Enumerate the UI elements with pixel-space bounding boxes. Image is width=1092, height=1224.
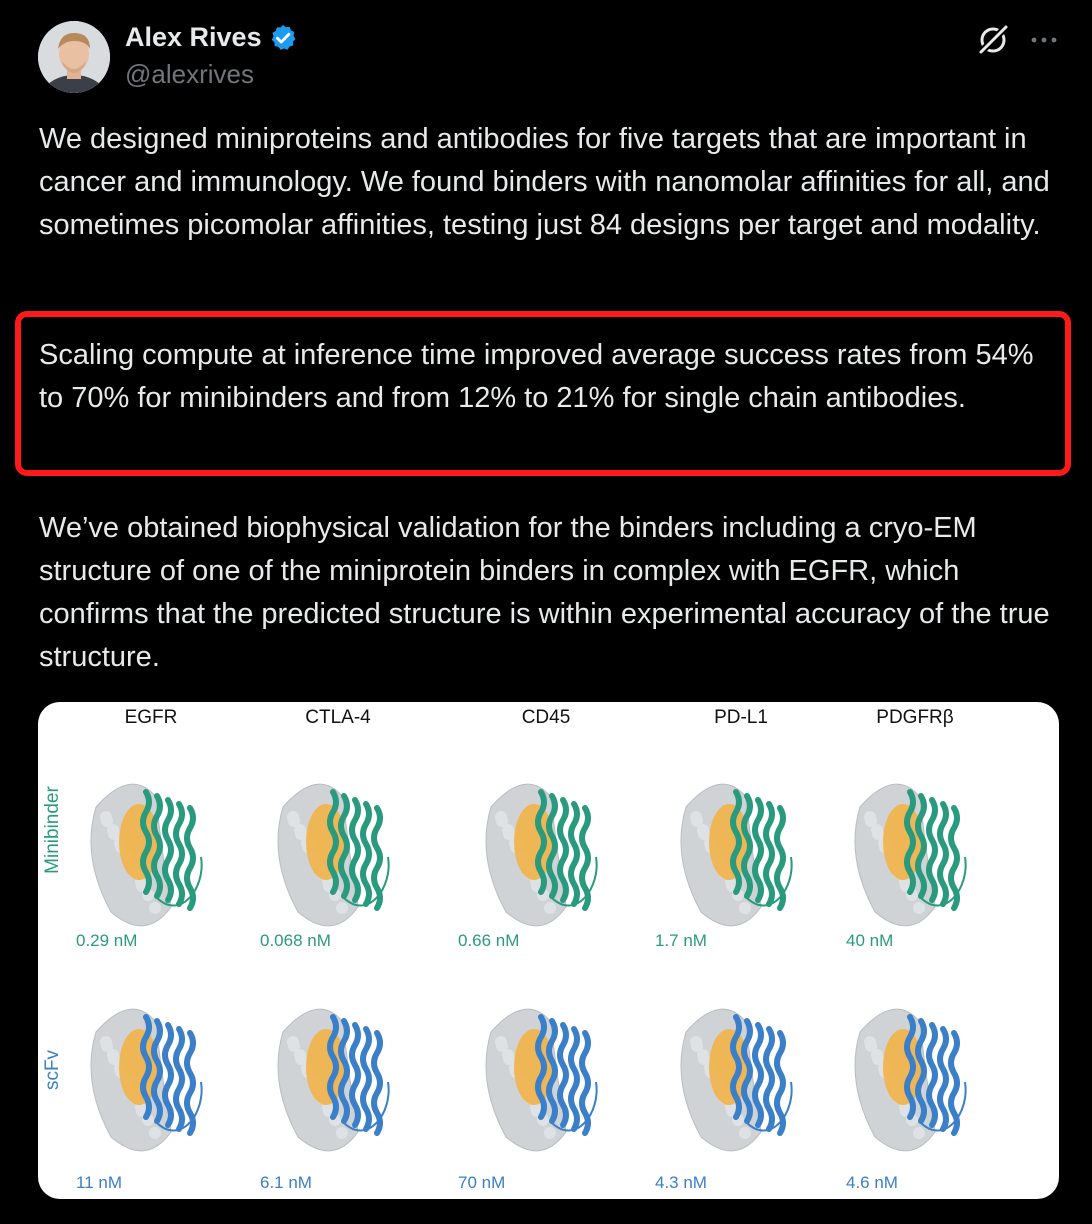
surface-bump [496, 1040, 508, 1052]
row-label: scFv [42, 1049, 63, 1091]
author-name[interactable]: Alex Rives [125, 22, 262, 52]
surface-bump [913, 902, 925, 914]
surface-bump [698, 1053, 710, 1065]
binder-helix [187, 1033, 193, 1133]
post-paragraph: We’ve obtained biophysical validation for the binders including a cryo-EM structure of one of the miniprotein binders in complex with EGFR, which confirms that the predicted structure is within experimental accuracy of the true structure. [39, 512, 1050, 673]
post-paragraph-highlighted: Scaling compute at inference time improved average success rates from 54% to 70% for minibinders and from 12% to 21% for single chain antibodies. [39, 339, 1034, 414]
structure-render [486, 1009, 597, 1151]
structure-render [91, 1009, 202, 1151]
structure-render [278, 1009, 389, 1151]
affinity-label: 4.6 nM [846, 1173, 898, 1192]
affinity-label: 4.3 nM [655, 1173, 707, 1192]
structure-render [91, 784, 202, 926]
post-image-figure[interactable] [38, 702, 1059, 1199]
affinity-label: 40 nM [846, 931, 894, 950]
affinity-label: 0.29 nM [76, 931, 138, 950]
surface-bump [149, 902, 161, 914]
affinity-label: 0.66 nM [458, 931, 520, 950]
surface-bump [503, 828, 515, 840]
surface-bump [295, 828, 307, 840]
binder-helix [187, 808, 193, 908]
affinity-label: 11 nM [76, 1173, 122, 1192]
binder-helix [363, 804, 369, 904]
surface-bump [288, 1040, 300, 1052]
binder-helix [571, 1029, 577, 1129]
structure-render [486, 784, 597, 926]
binder-helix [766, 804, 772, 904]
target-label: CTLA-4 [305, 707, 371, 728]
surface-bump [872, 1053, 884, 1065]
binder-helix [582, 1033, 588, 1133]
surface-bump [865, 815, 877, 827]
binder-helix [766, 1029, 772, 1129]
protein-structure-figure [38, 702, 1059, 1199]
surface-bump [108, 1053, 120, 1065]
binder-helix [374, 1033, 380, 1133]
surface-bump [913, 1127, 925, 1139]
more-options-icon[interactable] [1028, 24, 1060, 56]
affinity-label: 0.068 nM [260, 931, 331, 950]
post-header [0, 0, 1092, 100]
binder-helix [571, 804, 577, 904]
row-label: Minibinder [42, 786, 63, 874]
verified-badge-icon[interactable] [268, 23, 298, 53]
surface-bump [336, 902, 348, 914]
surface-bump [101, 1040, 113, 1052]
binder-helix [374, 808, 380, 908]
binder-helix [951, 808, 957, 908]
surface-bump [872, 828, 884, 840]
binder-helix [176, 804, 182, 904]
surface-bump [496, 815, 508, 827]
structure-render [681, 1009, 792, 1151]
binder-helix [940, 1029, 946, 1129]
surface-bump [544, 1127, 556, 1139]
affinity-label: 1.7 nM [655, 931, 707, 950]
surface-bump [108, 828, 120, 840]
target-label: PDGFRβ [876, 707, 954, 728]
target-label: CD45 [521, 707, 571, 728]
binder-helix [940, 804, 946, 904]
affinity-label: 6.1 nM [260, 1173, 312, 1192]
post-paragraph: We designed miniproteins and antibodies for five targets that are important in cancer and immunology. We found binders with nanomolar affinities for all, and sometimes picomolar affinities, testing just 84 designs per target and modality. [39, 123, 1050, 241]
author-handle[interactable]: @alexrives [125, 59, 254, 89]
target-label: PD-L1 [714, 707, 768, 728]
surface-bump [336, 1127, 348, 1139]
surface-bump [698, 828, 710, 840]
structure-render [855, 784, 966, 926]
binder-helix [363, 1029, 369, 1129]
target-label: EGFR [124, 707, 178, 728]
surface-bump [739, 902, 751, 914]
surface-bump [503, 1053, 515, 1065]
binder-helix [582, 808, 588, 908]
surface-bump [739, 1127, 751, 1139]
structure-render [278, 784, 389, 926]
binder-helix [951, 1033, 957, 1133]
structure-render [855, 1009, 966, 1151]
binder-helix [777, 1033, 783, 1133]
surface-bump [544, 902, 556, 914]
surface-bump [288, 815, 300, 827]
avatar[interactable] [38, 21, 110, 93]
surface-bump [691, 1040, 703, 1052]
binder-helix [176, 1029, 182, 1129]
surface-bump [691, 815, 703, 827]
affinity-label: 70 nM [458, 1173, 506, 1192]
grok-icon[interactable] [975, 22, 1011, 58]
surface-bump [149, 1127, 161, 1139]
surface-bump [101, 815, 113, 827]
surface-bump [865, 1040, 877, 1052]
surface-bump [295, 1053, 307, 1065]
binder-helix [777, 808, 783, 908]
structure-render [681, 784, 792, 926]
